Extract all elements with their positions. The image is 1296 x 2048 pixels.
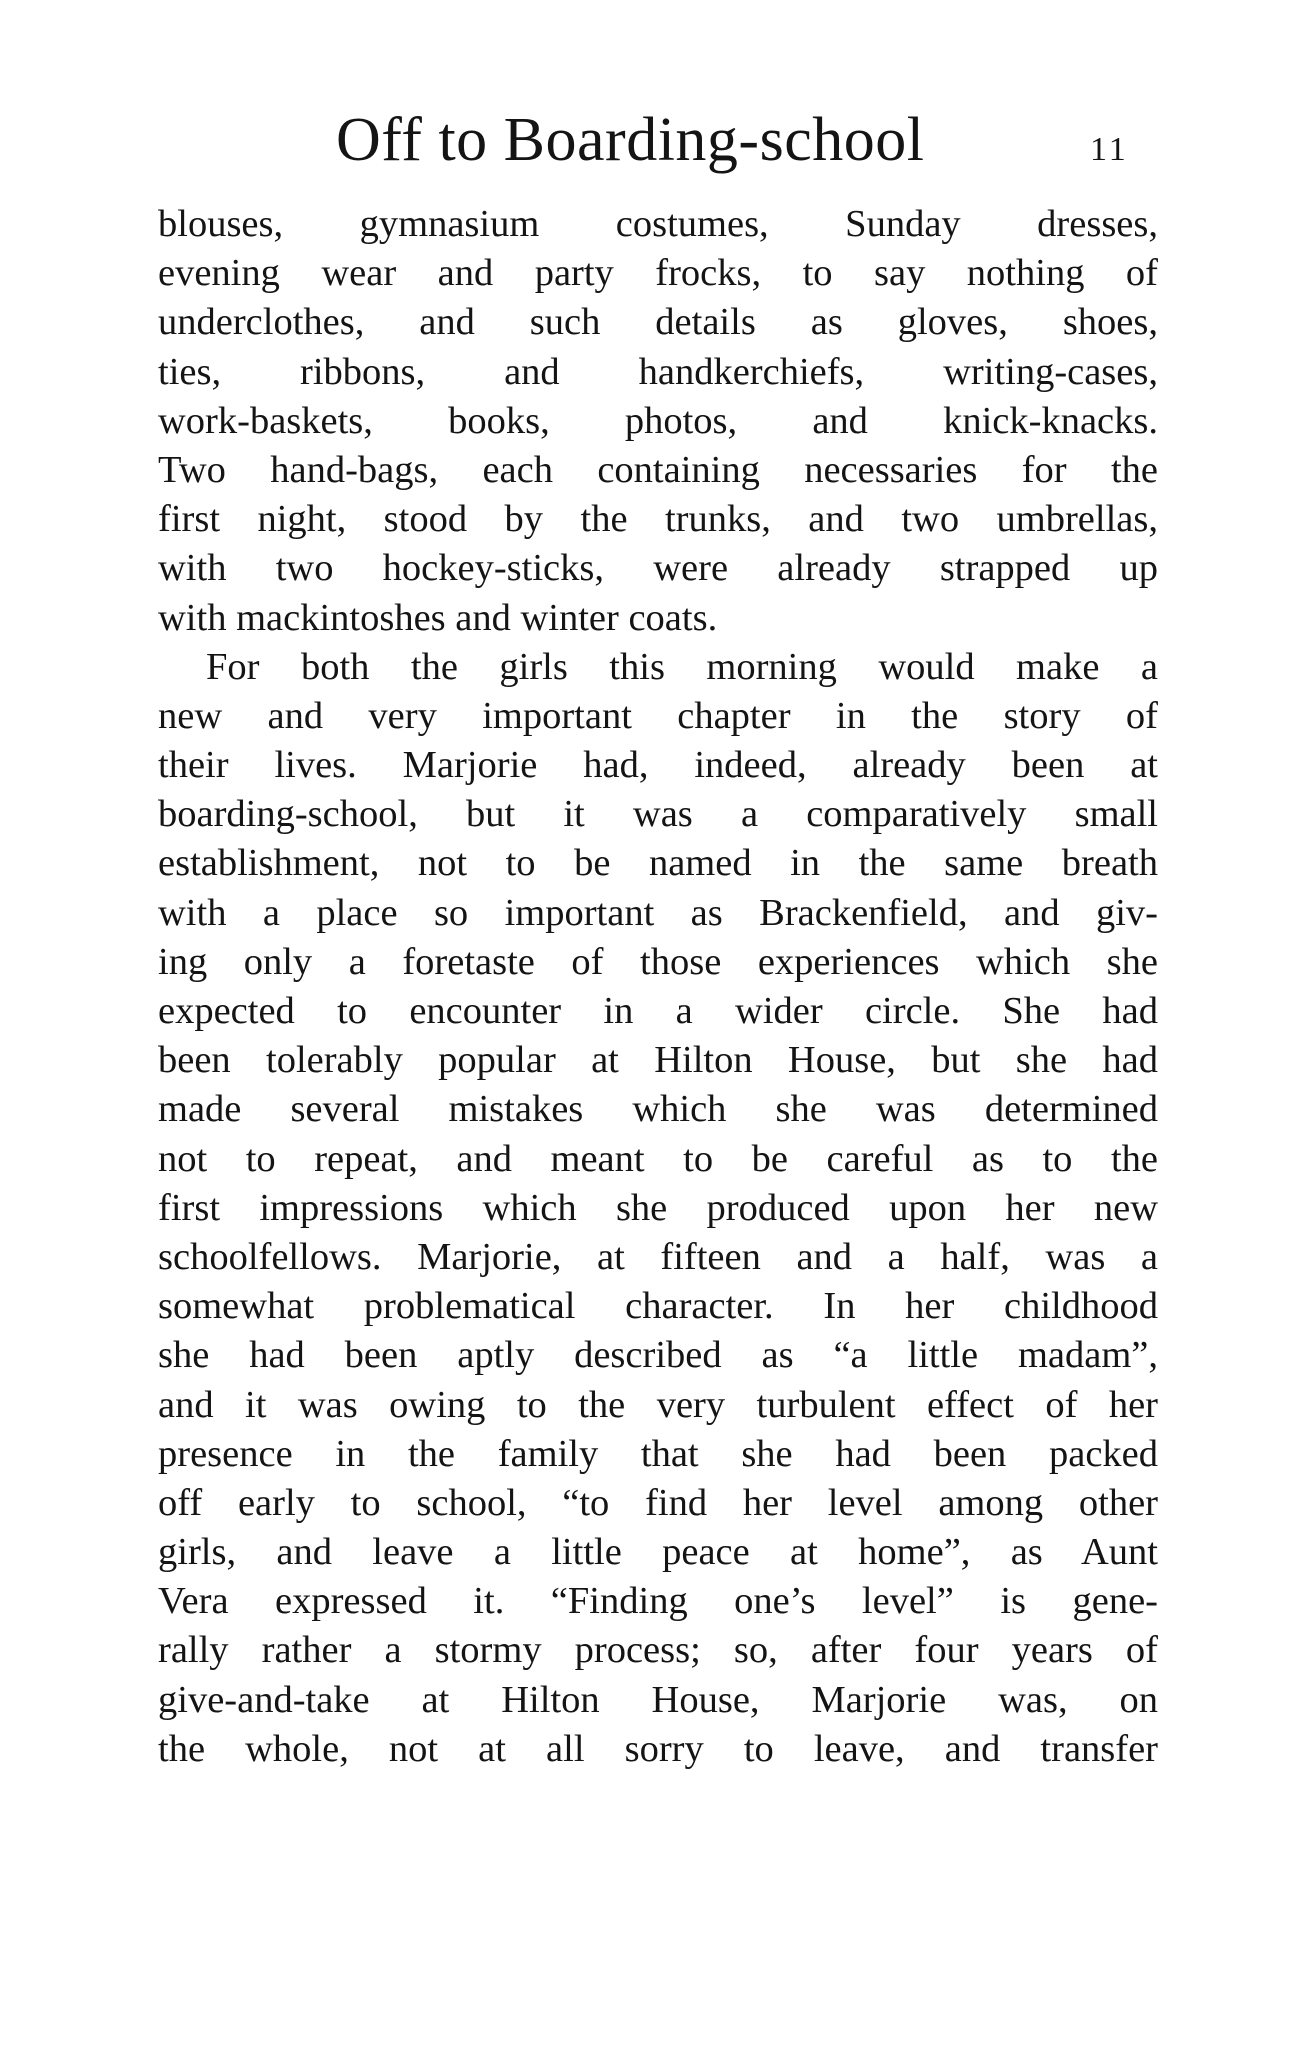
text-line: boarding-school, but it was a comparatively small (158, 793, 1158, 836)
text-line: the whole, not at all sorry to leave, and transfer (158, 1727, 1158, 1770)
text-line: their lives. Marjorie had, indeed, already been at (158, 744, 1158, 787)
text-line: first impressions which she produced upon her new (158, 1186, 1158, 1229)
text-line: with two hockey-sticks, were already strapped up (158, 547, 1158, 590)
text-line: first night, stood by the trunks, and two umbrellas, (158, 498, 1158, 541)
text-line: not to repeat, and meant to be careful as to the (158, 1137, 1158, 1180)
text-line: new and very important chapter in the story of (158, 694, 1158, 737)
page-number: 11 (1090, 131, 1129, 168)
text-line: been tolerably popular at Hilton House, but she had (158, 1039, 1158, 1082)
page-header (0, 100, 1296, 180)
body-text (158, 200, 1158, 1774)
text-line: give-and-take at Hilton House, Marjorie was, on (158, 1678, 1158, 1721)
text-line: ing only a foretaste of those experiences which she (158, 940, 1158, 983)
text-line: expected to encounter in a wider circle. She had (158, 990, 1158, 1032)
text-line: made several mistakes which she was determined (158, 1088, 1158, 1131)
text-line: underclothes, and such details as gloves, shoes, (158, 301, 1158, 344)
text-line: Vera expressed it. “Finding one’s level” is gene- (158, 1580, 1158, 1623)
text-line: girls, and leave a little peace at home”, as Aunt (158, 1531, 1158, 1574)
text-line: off early to school, “to find her level among other (158, 1481, 1158, 1524)
text-line: schoolfellows. Marjorie, at fifteen and a half, was a (158, 1235, 1158, 1278)
text-line: ties, ribbons, and handkerchiefs, writing-cases, (158, 350, 1158, 393)
text-line: rally rather a stormy process; so, after four years of (158, 1629, 1158, 1672)
text-line: establishment, not to be named in the same breath (158, 842, 1158, 885)
text-line: with a place so important as Brackenfield, and giv- (158, 891, 1158, 934)
text-line: evening wear and party frocks, to say nothing of (158, 252, 1158, 295)
text-line: presence in the family that she had been packed (158, 1432, 1158, 1475)
text-line: and it was owing to the very turbulent effect of her (158, 1383, 1158, 1426)
text-line: Two hand-bags, each containing necessaries for the (158, 448, 1158, 491)
running-title: Off to Boarding-school (336, 106, 925, 174)
text-line: work-baskets, books, photos, and knick-knacks. (158, 399, 1158, 442)
text-line: she had been aptly described as “a little madam”, (158, 1334, 1158, 1377)
text-line: somewhat problematical character. In her childhood (158, 1285, 1158, 1328)
paragraph-end-line: with mackintoshes and winter coats. (158, 596, 718, 639)
paragraph-start-line: For both the girls this morning would make a (206, 645, 1158, 688)
text-line: blouses, gymnasium costumes, Sunday dresses, (158, 203, 1158, 245)
